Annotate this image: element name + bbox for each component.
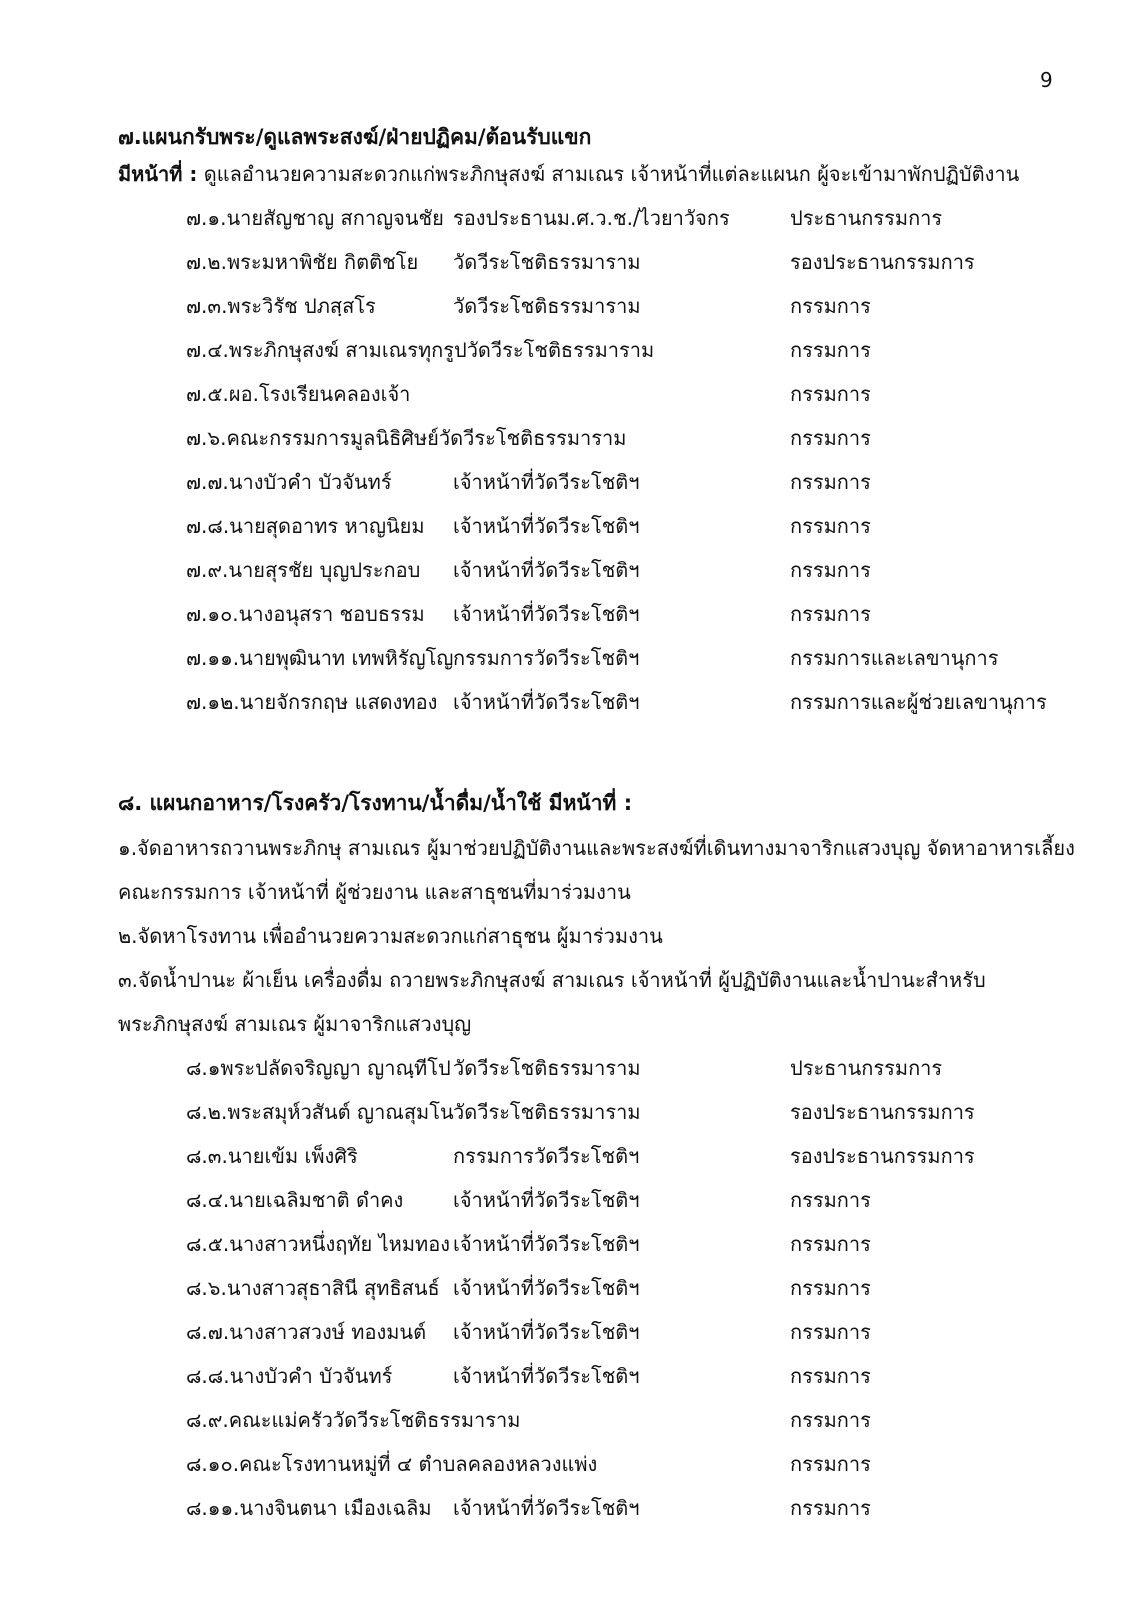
member-affiliation: เจ้าหน้าที่วัดวีระโชติฯ: [453, 1496, 640, 1520]
member-role: กรรมการ: [790, 1320, 871, 1344]
member-role: กรรมการ: [790, 1408, 871, 1432]
member-row: [118, 1442, 1078, 1486]
member-row: [118, 1046, 1078, 1090]
member-affiliation: เจ้าหน้าที่วัดวีระโชติฯ: [453, 514, 640, 538]
member-role: รองประธานกรรมการ: [790, 1100, 975, 1124]
member-name: ๗.๘.นายสุดอาทร หาญนิยม: [186, 514, 425, 538]
member-affiliation: เจ้าหน้าที่วัดวีระโชติฯ: [453, 602, 640, 626]
member-role: ประธานกรรมการ: [790, 1056, 943, 1080]
member-name: ๗.๓.พระวิรัช ปภสฺสโร: [186, 294, 376, 318]
member-affiliation: เจ้าหน้าที่วัดวีระโชติฯ: [453, 1188, 640, 1212]
member-role: กรรมการ: [790, 338, 871, 362]
member-row: [118, 196, 1078, 240]
member-name: ๘.๖.นางสาวสุธาสินี สุทธิสนธ์: [186, 1276, 440, 1300]
member-name: ๗.๗.นางบัวคำ บัวจันทร์: [186, 470, 392, 494]
member-affiliation: เจ้าหน้าที่วัดวีระโชติฯ: [453, 558, 640, 582]
member-affiliation: วัดวีระโชติธรรมาราม: [453, 294, 641, 318]
member-row: [118, 1134, 1078, 1178]
member-role: กรรมการ: [790, 470, 871, 494]
member-name: ๘.๑๑.นางจินตนา เมืองเฉลิม: [186, 1496, 432, 1520]
member-affiliation: กรรมการวัดวีระโชติฯ: [453, 1144, 640, 1168]
member-role: กรรมการ: [790, 382, 871, 406]
member-row: [118, 1398, 1078, 1442]
member-name: ๘.๔.นายเฉลิมชาติ ดำคง: [186, 1188, 404, 1212]
member-row: [118, 1266, 1078, 1310]
member-affiliation: เจ้าหน้าที่วัดวีระโชติฯ: [453, 470, 640, 494]
duty-paragraph: ๒.จัดหาโรงทาน เพื่ออำนวยความสะดวกแก่สาธุชน ผู้มาร่วมงาน: [118, 924, 663, 948]
member-name: ๗.๑๐.นางอนุสรา ชอบธรรม: [186, 602, 425, 626]
member-name: ๘.๕.นางสาวหนึ่งฤทัย ไหมทอง: [186, 1232, 450, 1256]
member-affiliation: วัดวีระโชติธรรมาราม: [453, 250, 641, 274]
member-affiliation: เจ้าหน้าที่วัดวีระโชติฯ: [453, 1364, 640, 1388]
member-role: กรรมการ: [790, 602, 871, 626]
member-row: [118, 636, 1078, 680]
member-name: ๗.๑.นายสัญชาญ สกาญจนชัย: [186, 206, 444, 230]
member-row: [118, 592, 1078, 636]
member-affiliation: เจ้าหน้าที่วัดวีระโชติฯ: [453, 690, 640, 714]
member-role: กรรมการและผู้ช่วยเลขานุการ: [790, 690, 1047, 714]
member-role: กรรมการ: [790, 294, 871, 318]
member-role: รองประธานกรรมการ: [790, 250, 975, 274]
duty-paragraph: ๓.จัดน้ำปานะ ผ้าเย็น เครื่องดื่ม ถวายพระภิกษุสงฆ์ สามเณร เจ้าหน้าที่ ผู้ปฏิบัติงานและน้ำปานะสำหรับ: [118, 968, 986, 992]
duty-label: มีหน้าที่ :: [118, 162, 198, 186]
member-row: [118, 504, 1078, 548]
member-role: กรรมการ: [790, 1232, 871, 1256]
member-affiliation: เจ้าหน้าที่วัดวีระโชติฯ: [453, 1276, 640, 1300]
member-affiliation: วัดวีระโชติธรรมาราม: [453, 1100, 641, 1124]
member-role: กรรมการ: [790, 1496, 871, 1520]
member-role: กรรมการ: [790, 1452, 871, 1476]
member-affiliation: กรรมการวัดวีระโชติฯ: [453, 646, 640, 670]
member-name: ๘.๓.นายเข้ม เพ็งศิริ: [186, 1144, 358, 1168]
member-row: [118, 1486, 1078, 1530]
duty-text: ดูแลอำนวยความสะดวกแก่พระภิกษุสงฆ์ สามเณร เจ้าหน้าที่แต่ละแผนก ผู้จะเข้ามาพักปฏิบัติงาน: [197, 162, 1020, 186]
member-name: ๘.๘.นางบัวคำ บัวจันทร์: [186, 1364, 393, 1388]
section-7-heading: ๗.แผนกรับพระ/ดูแลพระสงฆ์/ฝ่ายปฏิคม/ต้อนรับแขก: [118, 125, 592, 149]
member-name: ๗.๖.คณะกรรมการมูลนิธิศิษย์วัดวีระโชติธรรมาราม: [186, 426, 627, 450]
member-row: [118, 416, 1078, 460]
member-name: ๘.๙.คณะแม่ครัววัดวีระโชติธรรมาราม: [186, 1408, 521, 1432]
section-7: [118, 122, 1078, 724]
duty-paragraph: คณะกรรมการ เจ้าหน้าที่ ผู้ช่วยงาน และสาธุชนที่มาร่วมงาน: [118, 880, 631, 904]
member-name: ๘.๑พระปลัดจริญญา ญาณฺทีโป: [186, 1056, 451, 1080]
member-affiliation: เจ้าหน้าที่วัดวีระโชติฯ: [453, 1320, 640, 1344]
section-7-duty: [118, 152, 1078, 196]
member-row: [118, 284, 1078, 328]
section-8-heading: ๘. แผนกอาหาร/โรงครัว/โรงทาน/น้ำดื่ม/น้ำใช้ มีหน้าที่ :: [118, 791, 633, 815]
member-row: [118, 1178, 1078, 1222]
duty-paragraph: พระภิกษุสงฆ์ สามเณร ผู้มาจาริกแสวงบุญ: [118, 1012, 472, 1036]
member-name: ๗.๑๑.นายพุฒินาท เทพหิรัญโญ: [186, 646, 454, 670]
member-name: ๗.๒.พระมหาพิชัย กิตติชโย: [186, 250, 419, 274]
member-row: [118, 240, 1078, 284]
member-role: กรรมการ: [790, 1188, 871, 1212]
member-role: กรรมการ: [790, 1364, 871, 1388]
member-affiliation: รองประธานม.ศ.ว.ช./ไวยาวัจกร: [453, 206, 730, 230]
member-affiliation: วัดวีระโชติธรรมาราม: [453, 1056, 641, 1080]
member-row: [118, 328, 1078, 372]
member-row: [118, 680, 1078, 724]
member-role: กรรมการ: [790, 1276, 871, 1300]
member-name: ๘.๒.พระสมุห์วสันต์ ญาณสุมโน: [186, 1100, 454, 1124]
member-row: [118, 372, 1078, 416]
member-role: ประธานกรรมการ: [790, 206, 943, 230]
section-8-members: [118, 1046, 1078, 1530]
section-8: [118, 788, 1078, 1530]
member-role: กรรมการและเลขานุการ: [790, 646, 999, 670]
member-affiliation: เจ้าหน้าที่วัดวีระโชติฯ: [453, 1232, 640, 1256]
member-row: [118, 1222, 1078, 1266]
member-name: ๘.๗.นางสาวสวงษ์ ทองมนต์: [186, 1320, 427, 1344]
member-name: ๗.๙.นายสุรชัย บุญประกอบ: [186, 558, 421, 582]
member-role: กรรมการ: [790, 558, 871, 582]
section-7-members: [118, 196, 1078, 724]
member-role: รองประธานกรรมการ: [790, 1144, 975, 1168]
page-number: 9: [1040, 68, 1053, 92]
member-role: กรรมการ: [790, 426, 871, 450]
duty-paragraph: ๑.จัดอาหารถวานพระภิกษุ สามเณร ผู้มาช่วยปฏิบัติงานและพระสงฆ์ที่เดินทางมาจาริกแสวงบุญ จัดหาอาหารเลี้ยง: [118, 836, 1075, 860]
member-row: [118, 1354, 1078, 1398]
member-row: [118, 1090, 1078, 1134]
member-row: [118, 460, 1078, 504]
member-name: ๗.๔.พระภิกษุสงฆ์ สามเณรทุกรูปวัดวีระโชติธรรมาราม: [186, 338, 655, 362]
member-name: ๗.๕.ผอ.โรงเรียนคลองเจ้า: [186, 382, 411, 406]
member-row: [118, 1310, 1078, 1354]
member-role: กรรมการ: [790, 514, 871, 538]
member-row: [118, 548, 1078, 592]
member-name: ๘.๑๐.คณะโรงทานหมู่ที่ ๔ ตำบลคลองหลวงแพ่ง: [186, 1452, 598, 1476]
member-name: ๗.๑๒.นายจักรกฤษ แสดงทอง: [186, 690, 438, 714]
